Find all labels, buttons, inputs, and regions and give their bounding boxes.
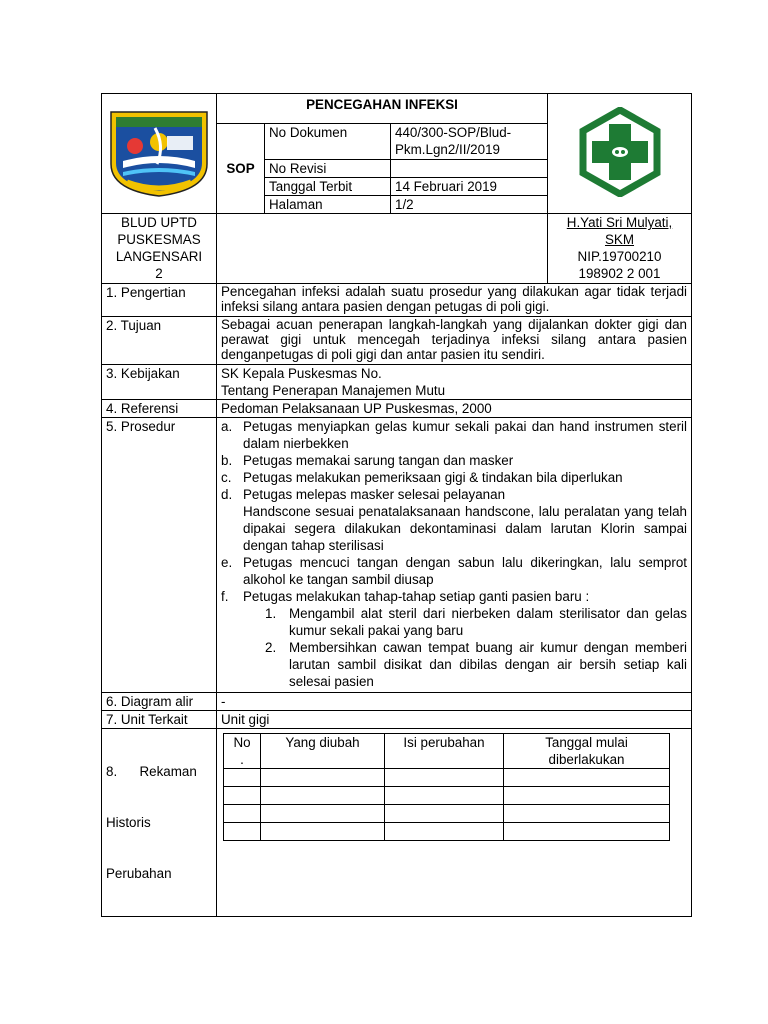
tanggal-terbit-value: 14 Februari 2019 [391,178,548,196]
puskesmas-cross-logo-icon [575,107,665,197]
list-item [221,452,687,469]
table-cell [224,823,261,841]
kebijakan-text [217,365,692,400]
table-cell [224,769,261,787]
blank-cell [217,214,548,284]
section-label: 1. Pengertian [102,284,217,317]
list-item [221,486,687,503]
rekaman-label: Historis [106,815,151,830]
list-text: Petugas mencuci tangan dengan sabun lalu dikeringkan, lalu semprot alkohol ke tangan sambil diusap [243,555,687,587]
list-marker: d. [221,487,233,502]
history-col-no [224,734,261,769]
table-cell [504,769,670,787]
table-cell [385,805,504,823]
history-col-no-text: No [233,735,251,750]
list-text: Mengambil alat steril dari nierbeken dalam sterilisator dan gelas kumur sekali pakai yang baru [289,606,687,638]
list-item [221,605,687,639]
rekaman-label: Perubahan [106,866,172,881]
table-cell [504,823,670,841]
no-dokumen-label: No Dokumen [265,124,391,160]
institution-name [102,214,217,284]
history-col-isi: Isi perubahan [385,734,504,769]
table-cell [261,787,385,805]
list-text: Petugas melakukan tahap-tahap setiap ganti pasien baru : [243,589,590,604]
list-marker: b. [221,453,233,468]
table-row [224,823,670,841]
prosedur-body [217,418,692,693]
table-cell [261,805,385,823]
table-cell [224,787,261,805]
history-col-tanggal [504,734,670,769]
list-marker: 1. [265,606,277,621]
left-logo-cell [102,94,217,214]
history-table [223,733,670,841]
table-cell [504,787,670,805]
list-marker: f. [221,589,229,604]
institution-line: PUSKESMAS [117,232,201,247]
list-marker: 2. [265,640,277,655]
table-row [224,805,670,823]
history-col-no-text: . [240,752,244,767]
kebijakan-line: SK Kepala Puskesmas No. [221,366,382,381]
rekaman-label: 8. Rekaman [106,764,197,779]
list-item [221,588,687,605]
table-cell [504,805,670,823]
list-text: Petugas melakukan pemeriksaan gigi & tindakan bila diperlukan [243,470,623,485]
document-title: PENCEGAHAN INFEKSI [217,94,548,124]
table-row [224,769,670,787]
unit-text: Unit gigi [217,711,692,729]
institution-line: 2 [155,266,163,281]
table-cell [261,769,385,787]
section-label: 4. Referensi [102,400,217,418]
section-label [102,729,217,917]
signatory-nip: 198902 2 001 [578,266,661,281]
tujuan-text: Sebagai acuan penerapan langkah-langkah yang dijalankan dokter gigi dan perawat gigi untuk mencegah terjadinya infeksi silang antara pasien denganpetugas di poli gigi dan antar pasien itu sendiri. [217,317,692,365]
table-cell [385,769,504,787]
list-item [221,639,687,690]
sop-document [101,93,691,917]
table-cell [261,823,385,841]
prosedur-list [221,554,687,605]
section-label: 2. Tujuan [102,317,217,365]
section-label: 5. Prosedur [102,418,217,693]
right-logo-cell [548,94,692,214]
no-revisi-value [391,160,548,178]
section-label: 7. Unit Terkait [102,711,217,729]
history-col-diubah: Yang diubah [261,734,385,769]
no-dokumen-value: 440/300-SOP/Blud-Pkm.Lgn2/II/2019 [391,124,548,160]
prosedur-note: Handscone sesuai penatalaksanaan handscone, lalu peralatan yang telah dipakai segera dilakukan dekontaminasi dalam larutan Klorin sampai dengan tahap sterilisasi [243,504,687,553]
diagram-text: - [217,693,692,711]
list-text: Petugas menyiapkan gelas kumur sekali pakai dan hand instrumen steril dalam nierbekken [243,419,687,451]
kebijakan-line: Tentang Penerapan Manajemen Mutu [221,383,446,398]
halaman-label: Halaman [265,196,391,214]
list-item [221,554,687,588]
list-text: Membersihkan cawan tempat buang air kumur dengan memberi larutan sambil disikat dan dibilas dengan air bersih setiap kali selesai pasien [289,640,687,689]
prosedur-list [221,418,687,503]
list-marker: e. [221,555,233,570]
no-revisi-label: No Revisi [265,160,391,178]
signatory-title: SKM [604,232,635,247]
table-row [224,787,670,805]
kota-banjar-emblem-icon [107,106,211,198]
section-label: 3. Kebijakan [102,365,217,400]
sop-label: SOP [217,124,265,214]
tanggal-terbit-label: Tanggal Terbit [265,178,391,196]
table-row [224,734,670,769]
institution-line: BLUD UPTD [121,215,197,230]
signatory-name: H.Yati Sri Mulyati, [566,215,673,230]
referensi-text: Pedoman Pelaksanaan UP Puskesmas, 2000 [217,400,692,418]
signatory-block [548,214,692,284]
table-cell [224,805,261,823]
list-text: Petugas melepas masker selesai pelayanan [243,487,506,502]
list-item [221,418,687,452]
pengertian-text: Pencegahan infeksi adalah suatu prosedur yang dilakukan agar tidak terjadi infeksi silang antara pasien dengan petugas di poli gigi. [217,284,692,317]
signatory-nip: NIP.19700210 [577,249,662,264]
history-col-tanggal-text: diberlakukan [548,752,625,767]
list-marker: a. [221,419,233,434]
table-cell [385,787,504,805]
section-label: 6. Diagram alir [102,693,217,711]
table-cell [385,823,504,841]
history-col-tanggal-text: Tanggal mulai [545,735,628,750]
sop-table [101,93,692,917]
list-item [221,469,687,486]
rekaman-body [217,729,692,917]
prosedur-sublist [221,605,687,690]
list-marker: c. [221,470,232,485]
halaman-value: 1/2 [391,196,548,214]
list-text: Petugas memakai sarung tangan dan masker [243,453,514,468]
institution-line: LANGENSARI [115,249,203,264]
